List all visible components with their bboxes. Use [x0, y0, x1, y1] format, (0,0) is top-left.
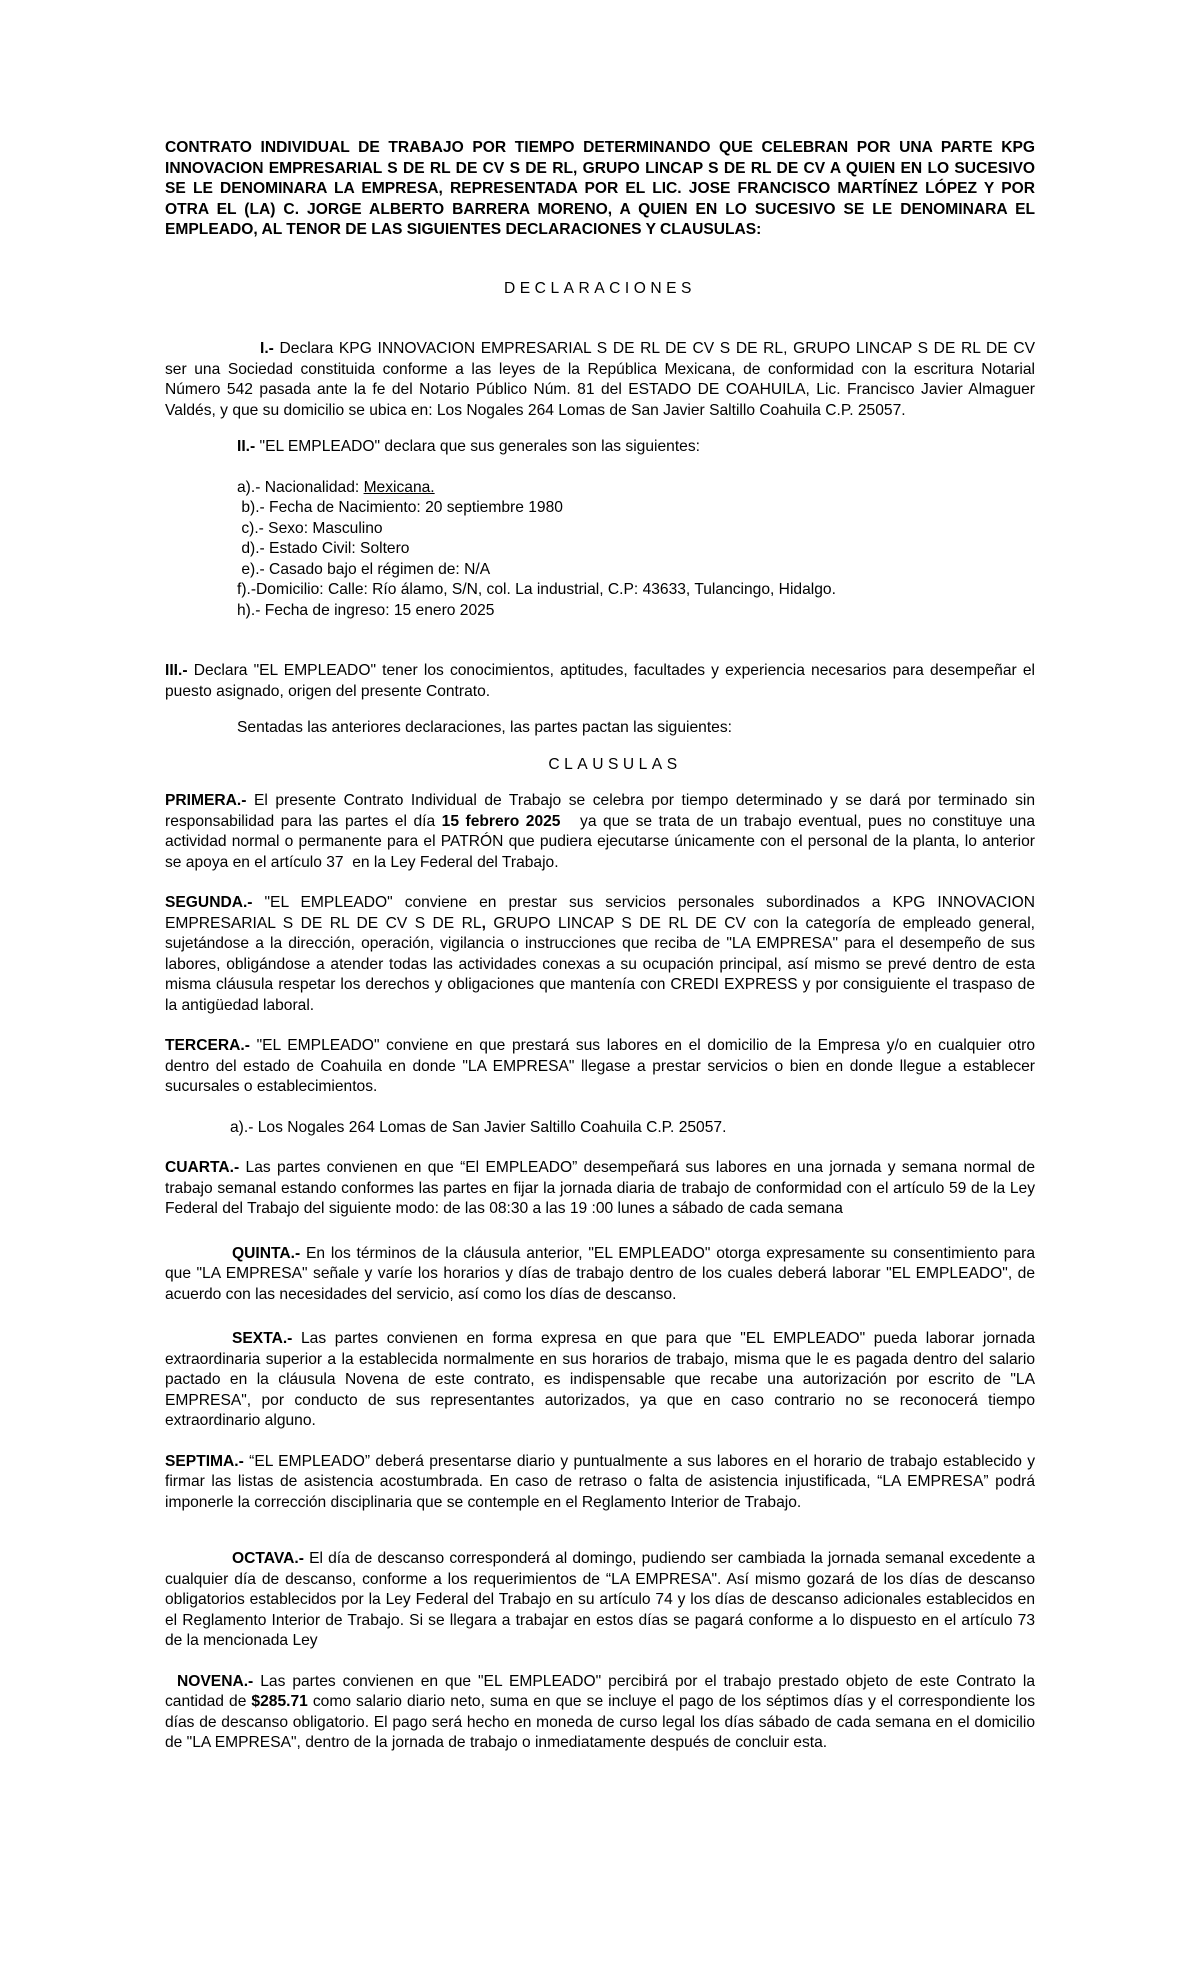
- declaracion-1-text: Declara KPG INNOVACION EMPRESARIAL S DE RL DE CV S DE RL, GRUPO LINCAP S DE RL DE CV ser una Sociedad constituida conforme a las leyes de la República Mexicana, de conformidad con la escritura Notarial Número 542 pasada ante la fe del Notario Público Núm. 81 del ESTADO DE COAHUILA, Lic. Francisco Javier Almaguer Valdés, y que su domicilio se ubica en: Los Nogales 264 Lomas de San Javier Saltillo Coahuila C.P. 25057.: [165, 340, 1035, 419]
- clausula-quinta: [165, 1244, 1035, 1306]
- cuarta-label: CUARTA.-: [165, 1159, 240, 1176]
- declaracion-1-label: I.-: [260, 340, 274, 357]
- novena-amount: $285.71: [251, 1693, 308, 1710]
- segunda-text-2: GRUPO LINCAP S DE RL DE CV con la categoría de empleado general, sujetándose a la dirección, operación, vigilancia o instrucciones que reciba de "LA EMPRESA" para el desempeño de sus labores, obligándose a atender todas las actividades conexas a su ocupación principal, así mismo se prevé dentro de esta misma cláusula respetar los derechos y obligaciones que mantenía con CREDI EXPRESS y por consiguiente el traspaso de la antigüedad laboral.: [165, 914, 1035, 1014]
- novena-text-2: como salario diario neto, suma en que se incluye el pago de los séptimos días y el correspondiente los días de descanso obligatorio. El pago será hecho en moneda de curso legal los días sábado de cada semana en el domicilio de "LA EMPRESA", dentro de la jornada de trabajo o inmediatamente después de concluir esta.: [165, 1693, 1035, 1751]
- novena-label: NOVENA.-: [177, 1672, 254, 1690]
- tercera-domicilio: a).- Los Nogales 264 Lomas de San Javier Saltillo Coahuila C.P. 25057.: [230, 1118, 727, 1136]
- primera-label: PRIMERA.-: [165, 792, 247, 809]
- generales-sexo: c).- Sexo: Masculino: [237, 519, 383, 537]
- clausula-sexta: [165, 1329, 1035, 1432]
- quinta-text: En los términos de la cláusula anterior, "EL EMPLEADO" otorga expresamente su consentimiento para que "LA EMPRESA" señale y varíe los horarios y días de trabajo dentro de los cuales deberá laborar "EL EMPLEADO", de acuerdo con las necesidades del servicio, así como los días de descanso.: [165, 1244, 1035, 1303]
- segunda-text-1: "EL EMPLEADO" conviene en prestar sus servicios personales subordinados a KPG INNOVACION EMPRESARIAL S DE RL DE CV S DE RL: [165, 894, 1035, 932]
- tercera-label: TERCERA.-: [165, 1037, 250, 1054]
- clausula-cuarta: [165, 1158, 1035, 1220]
- clausulas-heading: CLAUSULAS: [548, 755, 682, 773]
- segunda-label: SEGUNDA.-: [165, 894, 253, 911]
- primera-text-2: ya que se trata de un trabajo eventual, pues no constituye una actividad normal o permanente para el PATRÓN que pudiera ejecutarse únicamente con el personal de la planta, lo anterior se apoya en el artículo 37 en la Ley Federal del Trabajo.: [165, 812, 1040, 871]
- generales-fecha-ingreso: h).- Fecha de ingreso: 15 enero 2025: [237, 601, 495, 619]
- declaracion-2: [165, 437, 1035, 458]
- octava-text: El día de descanso corresponderá al domingo, pudiendo ser cambiada la jornada semanal excedente a cualquier día de descanso, conforme a los requerimientos de “LA EMPRESA". Así mismo gozará de los días de descanso obligatorios establecidos por la Ley Federal del Trabajo en su artículo 74 y los días de descanso adicionales establecidos en el Reglamento Interior de Trabajo. Si se llegara a trabajar en estos días se pagará conforme a lo dispuesto en el artículo 73 de la mencionada Ley: [165, 1550, 1035, 1649]
- nacionalidad-label: a).- Nacionalidad:: [237, 478, 364, 496]
- primera-date: 15 febrero 2025: [441, 812, 561, 830]
- septima-text: “EL EMPLEADO” deberá presentarse diario y puntualmente a sus labores en el horario de trabajo establecido y firmar las listas de asistencia acostumbrada. En caso de retraso o falta de asistencia injustificada, “LA EMPRESA” podrá imponerle la corrección disciplinaria que se contemple en el Reglamento Interior de Trabajo.: [165, 1452, 1035, 1511]
- clausula-segunda: [165, 893, 1035, 1016]
- primera-text-1: El presente Contrato Individual de Trabajo se celebra por tiempo determinado y se dará por terminado sin responsabilidad para las partes el día: [165, 792, 1035, 830]
- generales-nacionalidad: [237, 478, 1035, 499]
- declaraciones-heading: DECLARACIONES: [504, 279, 696, 297]
- clausula-octava: [165, 1549, 1035, 1652]
- declaracion-2-label: II.-: [237, 438, 256, 455]
- generales-estado-civil: d).- Estado Civil: Soltero: [237, 540, 410, 557]
- quinta-label: QUINTA.-: [232, 1244, 301, 1262]
- cuarta-text: Las partes convienen en que “El EMPLEADO” desempeñará sus labores en una jornada y semana normal de trabajo semanal estando conformes las partes en fijar la jornada diaria de trabajo de conformidad con el artículo 59 de la Ley Federal del Trabajo del siguiente modo: de las 08:30 a las 19 :00 lunes a sábado de cada semana: [165, 1159, 1035, 1217]
- nacionalidad-value: Mexicana.: [363, 478, 435, 496]
- novena-text-1: Las partes convienen en que "EL EMPLEADO" percibirá por el trabajo prestado objeto de este Contrato la cantidad de: [165, 1672, 1035, 1710]
- generales-list: [165, 478, 1035, 622]
- clausula-novena: [165, 1672, 1035, 1754]
- sexta-text: Las partes convienen en forma expresa en que para que "EL EMPLEADO" pueda laborar jornada extraordinaria superior a la establecida normalmente en sus horarios de trabajo, misma que le es pagada dentro del salario pactado en la cláusula Novena de este contrato, es indispensable que recabe una autorización por escrito de "LA EMPRESA", por conducto de sus representantes autorizados, ya que en caso contrario no se reconocerá tiempo extraordinario alguno.: [165, 1330, 1035, 1429]
- clausula-septima: [165, 1452, 1035, 1514]
- declaracion-3-label: III.-: [165, 662, 188, 679]
- generales-domicilio: f).-Domicilio: Calle: Río álamo, S/N, col. La industrial, C.P: 43633, Tulancingo, Hidalgo.: [237, 581, 836, 598]
- declaracion-1: [165, 339, 1035, 421]
- contract-page: [165, 138, 1040, 1754]
- sexta-label: SEXTA.-: [232, 1330, 293, 1347]
- declaracion-3-text: Declara "EL EMPLEADO" tener los conocimientos, aptitudes, facultades y experiencia necesarios para desempeñar el puesto asignado, origen del presente Contrato.: [165, 662, 1035, 700]
- octava-label: OCTAVA.-: [232, 1550, 304, 1567]
- generales-fecha-nacimiento: b).- Fecha de Nacimiento: 20 septiembre 1980: [237, 499, 563, 516]
- clausula-primera: [165, 791, 1040, 873]
- clausula-tercera: [165, 1036, 1035, 1098]
- declaracion-2-text: "EL EMPLEADO" declara que sus generales son las siguientes:: [255, 438, 700, 455]
- sentadas-text: Sentadas las anteriores declaraciones, las partes pactan las siguientes:: [237, 719, 732, 736]
- septima-label: SEPTIMA.-: [165, 1452, 244, 1470]
- contract-title: CONTRATO INDIVIDUAL DE TRABAJO POR TIEMPO DETERMINANDO QUE CELEBRAN POR UNA PARTE KPG INNOVACION EMPRESARIAL S DE RL DE CV S DE RL, GRUPO LINCAP S DE RL DE CV A QUIEN EN LO SUCESIVO SE LE DENOMINARA LA EMPRESA, REPRESENTADA POR EL LIC. JOSE FRANCISCO MARTÍNEZ LÓPEZ Y POR OTRA EL (LA) C. JORGE ALBERTO BARRERA MORENO, A QUIEN EN LO SUCESIVO SE LE DENOMINARA EL EMPLEADO, AL TENOR DE LAS SIGUIENTES DECLARACIONES Y CLAUSULAS:: [165, 139, 1035, 238]
- tercera-text: "EL EMPLEADO" conviene en que prestará sus labores en el domicilio de la Empresa y/o en cualquier otro dentro del estado de Coahuila en donde "LA EMPRESA" llegase a prestar servicios o bien en donde llegue a establecer sucursales o establecimientos.: [165, 1037, 1035, 1095]
- segunda-comma: ,: [481, 914, 486, 932]
- generales-regimen: e).- Casado bajo el régimen de: N/A: [237, 560, 491, 578]
- declaracion-3: [165, 661, 1035, 702]
